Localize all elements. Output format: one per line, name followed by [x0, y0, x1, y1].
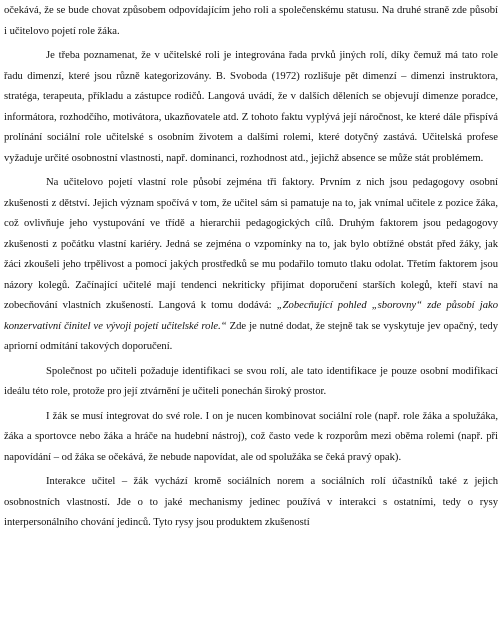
paragraph-text-before-quote: Na učitelovo pojetí vlastní role působí zejména tři faktory. Prvním z nich jsou pedagogovy osobní zkušenosti z dětství. Jejich význam spočívá v tom, že učitel sám si pamatuje na to, jak vnímal učitele z pozice žáka, což ovlivňuje jeho vystupování ve třídě a hierarchii pedagogických cílů. Druhým faktorem jsou pedagogovy zkušenosti z počátku vlastní kariéry. Jedná se zejména o vzpomínky na to, jak bylo obtížné obstát před žáky, jak žáci zkoušeli jeho trpělivost a pomocí jakých prostředků se mu podařilo tomuto tlaku odolat. Třetím faktorem jsou názory kolegů. Začínající učitelé mají tendenci nekriticky přijímat doporučení starších kolegů, kteří staví na zobecňování vlastních zkušeností. Langová k tomu dodává:	[4, 177, 498, 311]
paragraph-continuation	[4, 1, 498, 42]
paragraph-interaction	[4, 472, 498, 534]
paragraph-text: Je třeba poznamenat, že v učitelské roli je integrována řada prvků jiných rolí, díky čemuž má tato role řadu dimenzí, které jsou různě kategorizovány. B. Svoboda (1972) rozlišuje pět dimenzí – dimenzi instruktora, stratéga, terapeuta, příkladu a zástupce rodičů. Langová uvádí, že v dalších děleních se objevují dimenze poradce, informátora, rozhodčího, motivátora, ukazňovatele atd. Z tohoto faktu vyplývá její náročnost, ke které dále přispívá prolínání sociální role učitelské s osobním životem a dalšími rolemi, které dotyčný zastává. Učitelská profese vyžaduje určité osobnostní vlastnosti, např. dominanci, rozhodnost atd., jejichž absence se může stát problémem.	[4, 50, 498, 164]
paragraph-text: Interakce učitel – žák vychází kromě sociálních norem a sociálních rolí účastníků také z jejich osobnostních vlastností. Jde o to jaké mechanismy jedinec používá v interakci s ostatními, tedy o rysy interpersonálního chování jedinců. Tyto rysy jsou produktem zkušeností	[4, 476, 498, 528]
paragraph-text-after-quote: Zde je nutné dodat, že stejně tak se vyskytuje jev opačný, tedy apriorní odmítání takových doporučení.	[4, 320, 498, 352]
paragraph-pupil-role	[4, 407, 498, 469]
paragraph-text: Společnost po učiteli požaduje identifikaci se svou rolí, ale tato identifikace je pouze osobní modifikací ideálu této role, protože pro její ztvárnění je učiteli ponechán široký prostor.	[4, 365, 498, 397]
paragraph-text: I žák se musí integrovat do své role. I on je nucen kombinovat sociální role (např. role žáka a spolužáka, žáka a sportovce nebo žáka a hráče na hudební nástroj), což často vede k rozporům mezi oběma rolemi (např. při napovídání – od žáka se očekává, že nebude napovídat, ale od spolužáka se čeká pravý opak).	[4, 410, 498, 463]
body-text	[4, 1, 498, 534]
paragraph-text: očekává, že se bude chovat způsobem odpovídajícím jeho roli a společenskému statusu. Na druhé straně zde působí i učitelovo pojetí role žáka.	[4, 5, 498, 37]
paragraph-role-dimensions	[4, 46, 498, 169]
paragraph-three-factors	[4, 173, 498, 358]
paragraph-identification	[4, 362, 498, 403]
langova-quote: „Zobecňující pohled „sborovny“ zde působí jako konzervativní činitel ve vývoji pojetí učitelské role.“	[4, 300, 498, 332]
